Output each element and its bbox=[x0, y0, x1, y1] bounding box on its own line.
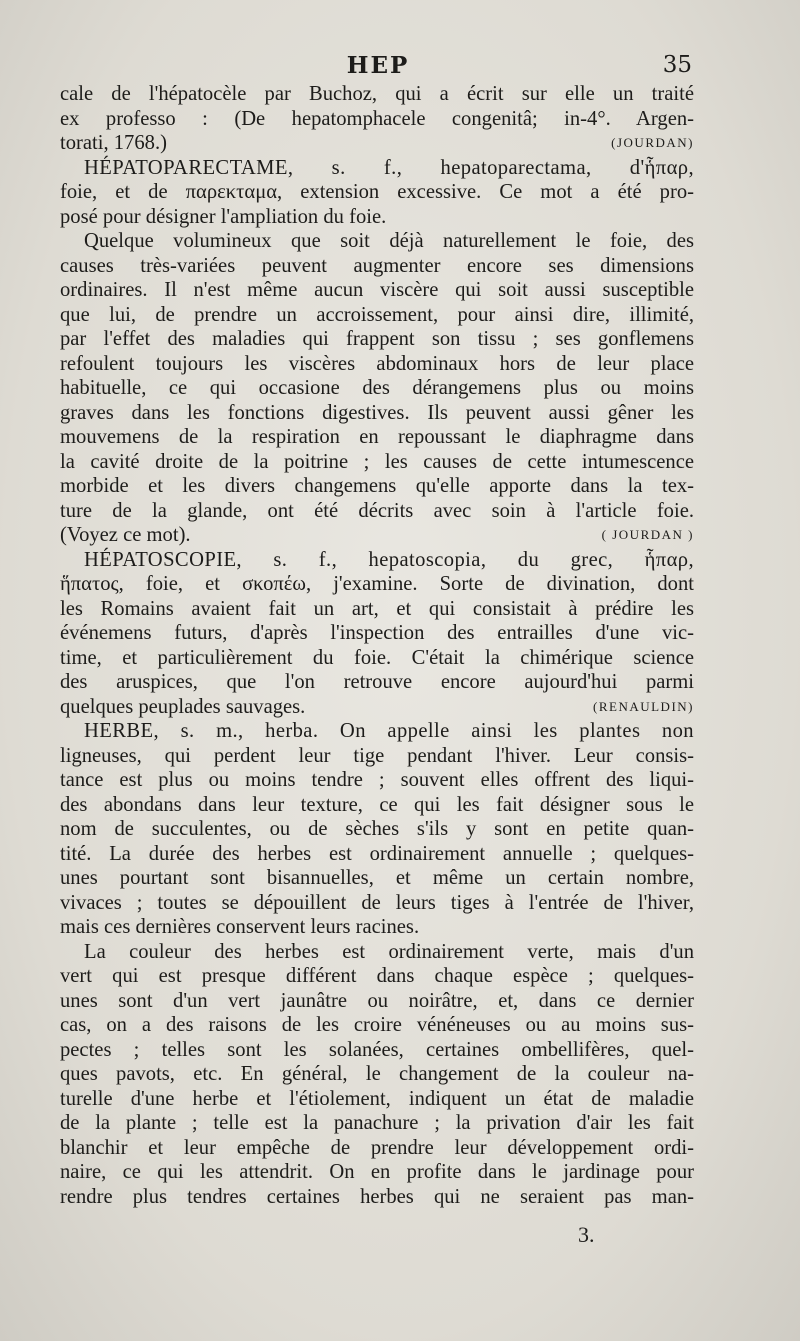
entry-headword-line: HERBE, s. m., herba. On appelle ainsi les plantes non bbox=[84, 720, 694, 742]
text-fragment: torati, 1768.) bbox=[60, 132, 167, 154]
text-line: ex professo : (De hepatomphacele congenitâ; in-4°. Argen- bbox=[60, 107, 694, 130]
author-signature: ( JOURDAN ) bbox=[601, 527, 694, 542]
text-line: de la plante ; telle est la panachure ; la privation d'air les fait bbox=[60, 1112, 694, 1134]
text-line: pectes ; telles sont les solanées, certaines ombellifères, quel- bbox=[60, 1038, 694, 1061]
author-signature: (RENAULDIN) bbox=[593, 698, 694, 714]
text-line bbox=[60, 695, 694, 720]
text-line: graves dans les fonctions digestives. Ils peuvent aussi gêner les bbox=[60, 401, 694, 424]
author-signature: (JOURDAN) bbox=[611, 135, 694, 150]
text-line: par l'effet des maladies qui frappent son tissu ; ses gonflemens bbox=[60, 328, 694, 350]
text-line: rendre plus tendres certaines herbes qui ne seraient pas man- bbox=[60, 1185, 694, 1208]
text-line: des aruspices, que l'on retrouve encore aujourd'hui parmi bbox=[60, 671, 694, 693]
entry-headword-line: HÉPATOSCOPIE, s. f., hepatoscopia, du grec, ἧπαρ, bbox=[84, 548, 694, 571]
text-line: unes pourtant sont bisannuelles, et même un certain nombre, bbox=[60, 867, 694, 889]
body-text bbox=[60, 82, 694, 1209]
text-line: foie, et de παρεκταμα, extension excessive. Ce mot a été pro- bbox=[60, 181, 694, 203]
text-line: vivaces ; toutes se dépouillent de leurs tiges à l'entrée de l'hiver, bbox=[60, 891, 694, 914]
text-line: causes très-variées peuvent augmenter encore ses dimensions bbox=[60, 254, 694, 277]
text-line: unes sont d'un vert jaunâtre ou noirâtre, et, dans ce dernier bbox=[60, 989, 694, 1012]
text-line: ques pavots, etc. En général, le changement de la couleur na- bbox=[60, 1063, 694, 1085]
text-line: posé pour désigner l'ampliation du foie. bbox=[60, 205, 387, 228]
text-line: ἥπατος, foie, et σκοπέω, j'examine. Sorte de divination, dont bbox=[60, 573, 694, 595]
text-line: tité. La durée des herbes est ordinairement annuelle ; quelques- bbox=[60, 842, 694, 865]
text-line: les Romains avaient fait un art, et qui consistait à prédire les bbox=[60, 597, 694, 620]
entry-headword-line: HÉPATOPARECTAME, s. f., hepatoparectama, d'ἧπαρ, bbox=[84, 156, 694, 179]
text-line: mais ces dernières conservent leurs racines. bbox=[60, 916, 420, 938]
text-line: cale de l'hépatocèle par Buchoz, qui a écrit sur elle un traité bbox=[60, 83, 694, 105]
text-line: mouvemens de la respiration en repoussant le diaphragme dans bbox=[60, 426, 694, 448]
printer-signature-mark: 3. bbox=[578, 1222, 595, 1247]
text-line: naire, ce qui les attendrit. On en profite dans le jardinage pour bbox=[60, 1161, 694, 1183]
text-line: tance est plus ou moins tendre ; souvent elles offrent des liqui- bbox=[60, 769, 694, 791]
text-line: La couleur des herbes est ordinairement verte, mais d'un bbox=[84, 940, 694, 963]
text-line: événemens futurs, d'après l'inspection des entrailles d'une vic- bbox=[60, 622, 694, 644]
page-number: 35 bbox=[662, 52, 692, 78]
text-line: refoulent toujours les viscères abdominaux hors de leur place bbox=[60, 352, 694, 375]
text-line: vert qui est presque différent dans chaque espèce ; quelques- bbox=[60, 965, 694, 987]
text-line: que lui, de prendre un accroissement, pour ainsi dire, illimité, bbox=[60, 303, 694, 326]
text-line bbox=[60, 131, 694, 156]
text-line: cas, on a des raisons de les croire vénéneuses ou au moins sus- bbox=[60, 1014, 694, 1036]
text-fragment: (Voyez ce mot). bbox=[60, 524, 191, 546]
text-line: morbide et les divers changemens qu'elle apporte dans la tex- bbox=[60, 475, 694, 497]
text-line: ligneuses, qui perdent leur tige pendant l'hiver. Leur consis- bbox=[60, 744, 694, 767]
text-line: nom de succulentes, ou de sèches s'ils y sont en petite quan- bbox=[60, 818, 694, 840]
text-line: des abondans dans leur texture, ce qui les fait désigner sous le bbox=[60, 793, 694, 816]
text-line: blanchir et leur empêche de prendre leur développement ordi- bbox=[60, 1136, 694, 1159]
text-line: habituelle, ce qui occasione des dérangemens plus ou moins bbox=[60, 377, 694, 399]
text-line: ture de la glande, ont été décrits avec soin à l'article foie. bbox=[60, 499, 694, 522]
text-fragment: quelques peuplades sauvages. bbox=[60, 695, 306, 718]
text-line: la cavité droite de la poitrine ; les causes de cette intumescence bbox=[60, 450, 694, 473]
text-line: time, et particulièrement du foie. C'était la chimérique science bbox=[60, 646, 694, 669]
running-head: HEP bbox=[346, 52, 410, 79]
text-line: turelle d'une herbe et l'étiolement, indiquent un état de maladie bbox=[60, 1087, 694, 1110]
text-line bbox=[60, 523, 694, 548]
page-header bbox=[58, 52, 698, 82]
text-line: ordinaires. Il n'est même aucun viscère qui soit aussi susceptible bbox=[60, 279, 694, 301]
text-line: Quelque volumineux que soit déjà naturellement le foie, des bbox=[84, 230, 694, 252]
